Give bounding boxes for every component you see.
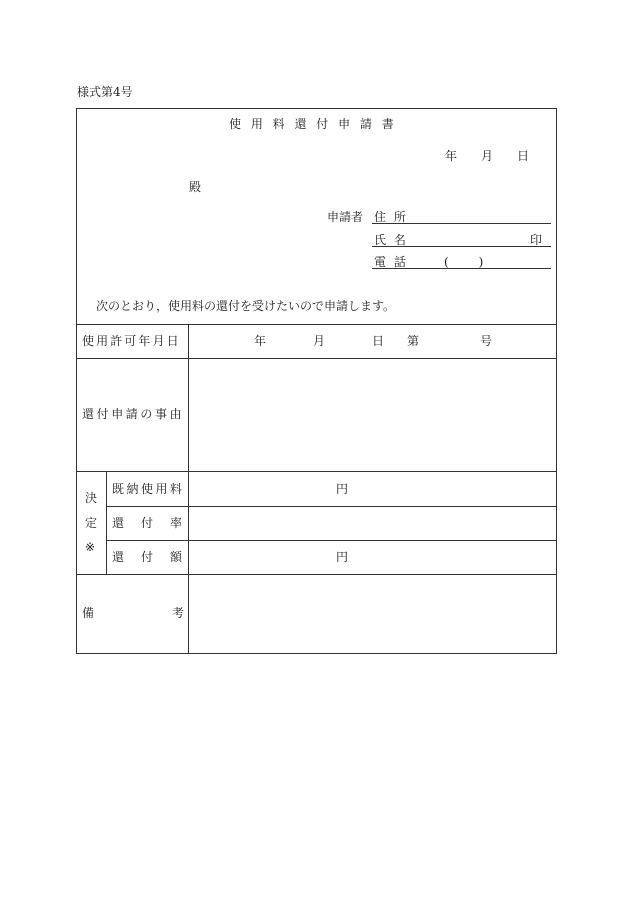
refund-reason-label: 還付申請の事由 — [82, 407, 185, 421]
address-underline — [372, 223, 551, 224]
decision-marker-divider — [106, 471, 107, 574]
decision-marker-2: 定 — [85, 516, 98, 530]
name-underline — [372, 246, 551, 247]
permit-day: 日 — [372, 334, 385, 348]
permit-year: 年 — [254, 334, 267, 348]
application-statement: 次のとおり，使用料の還付を受けたいので申請します。 — [96, 299, 396, 313]
phone-parentheses: ( ) — [444, 255, 486, 269]
decision-marker-3: ※ — [85, 540, 96, 554]
divider-header — [76, 324, 557, 325]
divider-decision — [76, 574, 557, 575]
phone-label: 電 話 — [374, 255, 408, 269]
permit-dai: 第 — [407, 334, 420, 348]
remarks-label-left: 備 — [82, 606, 95, 620]
remarks-label-right: 考 — [172, 606, 185, 620]
date-day: 日 — [517, 149, 530, 163]
divider-rate — [106, 540, 557, 541]
refund-amount-label: 還 付 額 — [112, 550, 185, 564]
paid-fee-unit: 円 — [336, 482, 349, 496]
form-title: 使 用 料 還 付 申 請 書 — [229, 117, 397, 131]
label-column-divider — [188, 324, 189, 654]
name-label: 氏 名 — [374, 233, 408, 247]
refund-rate-label: 還 付 率 — [112, 516, 185, 530]
date-year: 年 — [445, 149, 458, 163]
paid-fee-label: 既納使用料 — [112, 482, 185, 496]
address-label: 住 所 — [374, 210, 408, 224]
permit-date-label: 使用許可年月日 — [82, 334, 181, 348]
permit-month: 月 — [313, 334, 326, 348]
phone-underline — [372, 268, 551, 269]
form-frame — [76, 108, 557, 654]
permit-gou: 号 — [480, 334, 493, 348]
refund-amount-unit: 円 — [336, 550, 349, 564]
form-number: 様式第4号 — [77, 85, 133, 99]
date-month: 月 — [481, 149, 494, 163]
divider-permit — [76, 358, 557, 359]
divider-reason — [76, 471, 557, 472]
applicant-label: 申請者 — [327, 210, 364, 224]
seal-mark: 印 — [530, 233, 543, 247]
divider-paid — [106, 506, 557, 507]
addressee-suffix: 殿 — [189, 180, 202, 194]
decision-marker-1: 決 — [85, 491, 98, 505]
